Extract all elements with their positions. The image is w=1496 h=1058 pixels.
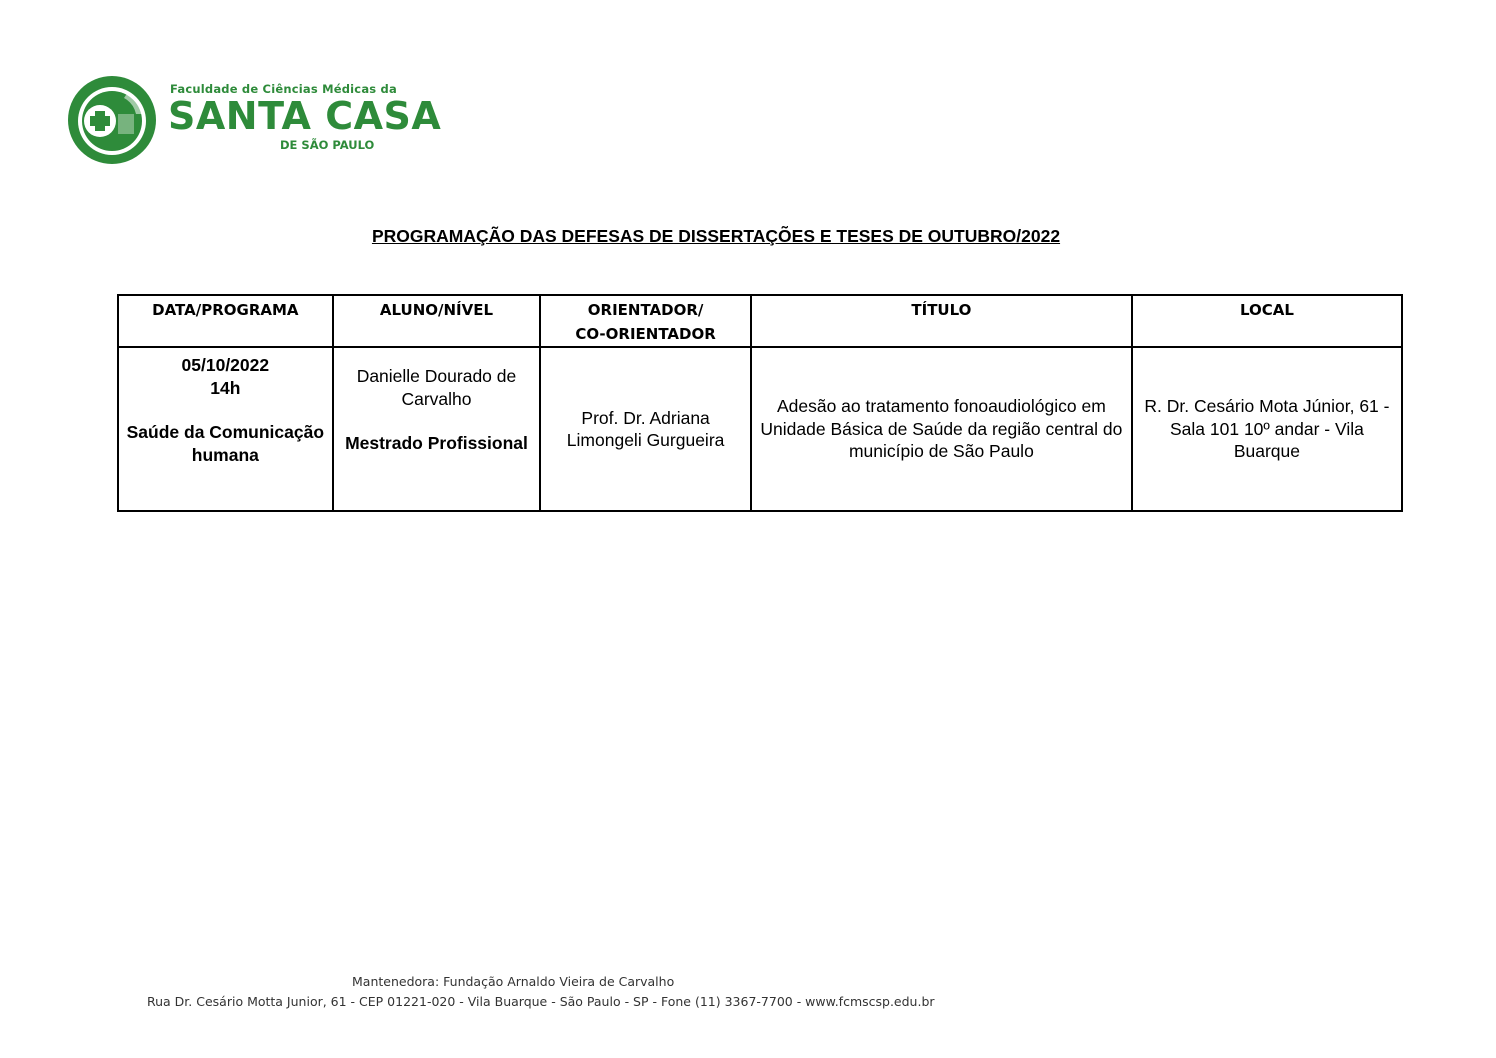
santa-casa-emblem-icon: [66, 74, 158, 166]
logo-faculty-line: Faculdade de Ciências Médicas da: [170, 82, 397, 96]
footer-maintainer: Mantenedora: Fundação Arnaldo Vieira de Carvalho: [352, 974, 675, 989]
header-orientador-label-line1: ORIENTADOR/: [587, 301, 704, 319]
student-level: Mestrado Profissional: [345, 433, 528, 453]
defense-time: 14h: [210, 377, 241, 398]
header-data-programa-label: DATA/PROGRAMA: [152, 301, 299, 319]
defense-date: 05/10/2022: [181, 355, 270, 375]
page-title: PROGRAMAÇÃO DAS DEFESAS DE DISSERTAÇÕES E TESES DE OUTUBRO/2022: [371, 226, 1061, 246]
logo-santa-casa-line: SANTA CASA: [168, 94, 442, 138]
thesis-title: Adesão ao tratamento fonoaudiológico em Unidade Básica de Saúde da região central do município de São Paulo: [760, 396, 1123, 462]
advisor-name: Prof. Dr. Adriana Limongeli Gurgueira: [566, 407, 725, 450]
table-row: [118, 347, 1402, 511]
header-orientador-label-line2: CO-ORIENTADOR: [575, 325, 716, 343]
header-titulo: [751, 295, 1132, 347]
cell-title: [751, 347, 1132, 511]
table-header-row: [118, 295, 1402, 347]
cell-advisor: [540, 347, 751, 511]
cell-date-program: [118, 347, 333, 511]
header-aluno-nivel-label: ALUNO/NÍVEL: [379, 301, 494, 319]
defense-schedule-table: [117, 294, 1403, 512]
header-local-label: LOCAL: [1239, 301, 1294, 319]
defense-program: Saúde da Comunicação humana: [126, 422, 325, 465]
header-data-programa: [118, 295, 333, 347]
defense-location: R. Dr. Cesário Mota Júnior, 61 - Sala 101 10º andar - Vila Buarque: [1144, 396, 1390, 462]
header-local: [1132, 295, 1402, 347]
header-aluno-nivel: [333, 295, 541, 347]
cell-location: [1132, 347, 1402, 511]
header-titulo-label: TÍTULO: [911, 301, 972, 319]
header-orientador: [540, 295, 751, 347]
student-name: Danielle Dourado de Carvalho: [356, 366, 517, 409]
cell-student-level: [333, 347, 541, 511]
logo-sao-paulo-line: DE SÃO PAULO: [280, 138, 375, 152]
footer-address: Rua Dr. Cesário Motta Junior, 61 - CEP 01221-020 - Vila Buarque - São Paulo - SP - Fone (11) 3367-7700 - www.fcmscsp.edu.br: [147, 994, 935, 1009]
institution-logo: [66, 74, 442, 168]
